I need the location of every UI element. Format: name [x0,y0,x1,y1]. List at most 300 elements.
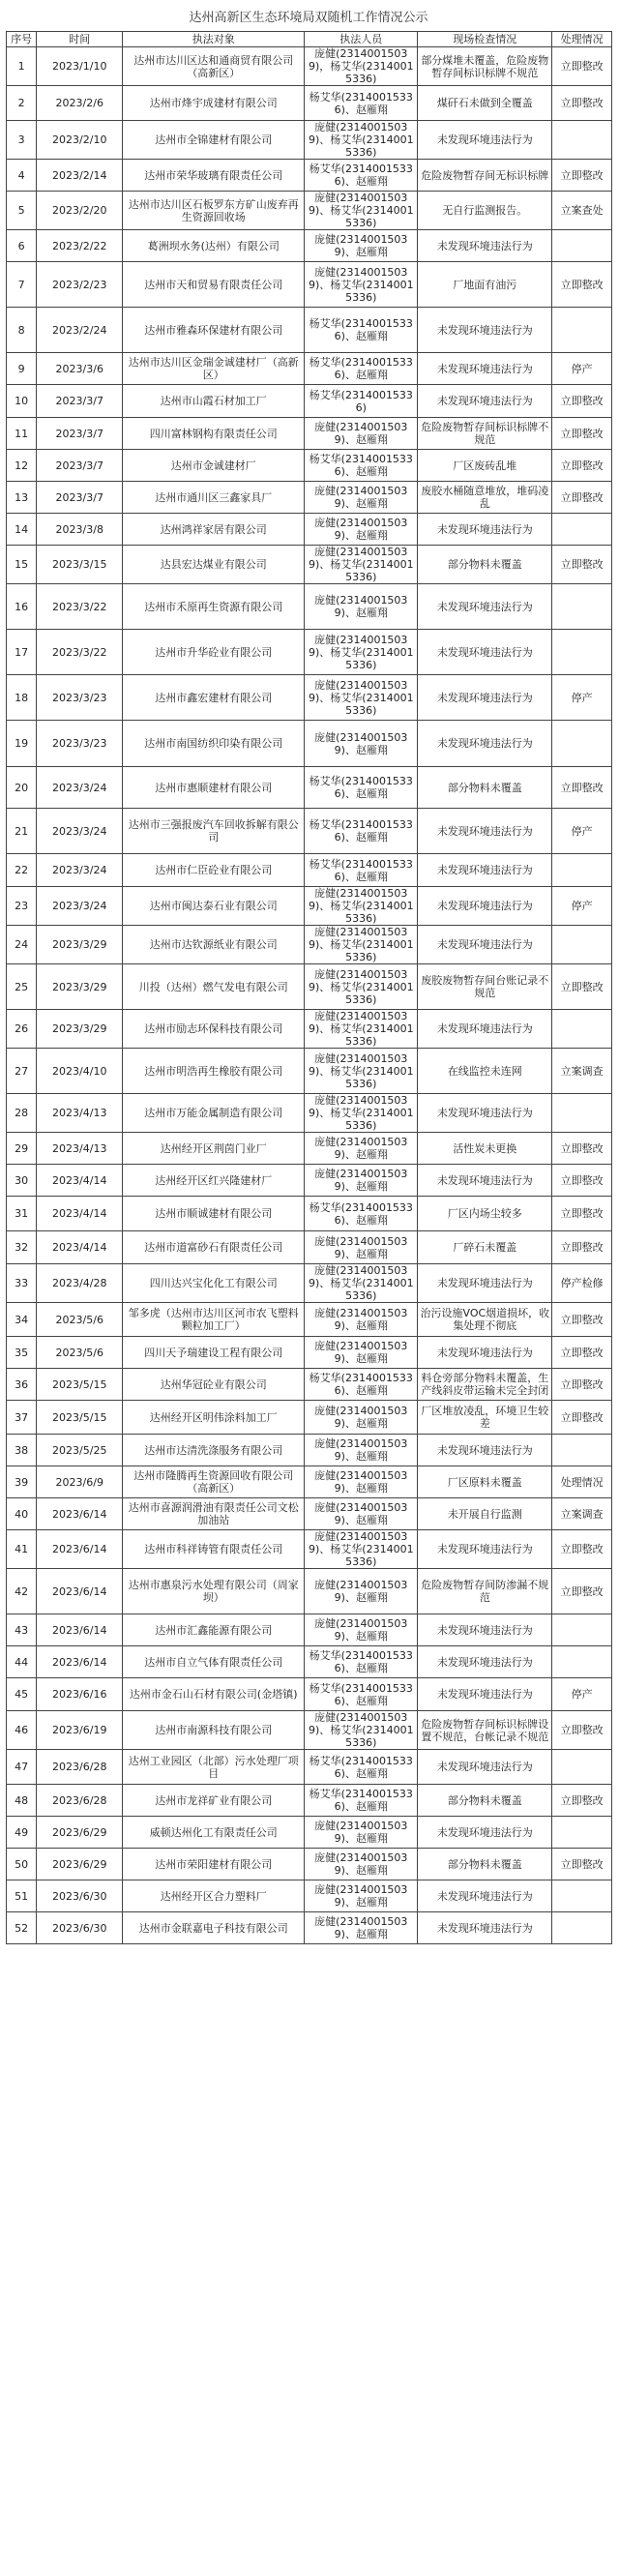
cell-people: 杨艾华(23140015336)、赵雁翔 [305,450,418,482]
cell-index: 36 [7,1369,37,1401]
cell-result [552,854,612,887]
cell-date: 2023/3/8 [37,514,123,546]
table-row [7,482,612,514]
cell-date: 2023/3/29 [37,926,123,964]
cell-people: 庞健(23140015039)、赵雁翔 [305,1165,418,1197]
cell-target: 达州市金诚建材厂 [123,450,305,482]
table-row [7,1401,612,1435]
cell-finding: 未发现环境违法行为 [418,514,552,546]
cell-target: 达州市三强报废汽车回收拆解有限公司 [123,809,305,854]
cell-date: 2023/6/19 [37,1711,123,1750]
cell-target: 邹多虎（达州市达川区河市农飞塑料颗粒加工厂） [123,1303,305,1337]
cell-date: 2023/3/6 [37,353,123,385]
cell-result: 立即整改 [552,418,612,450]
cell-target: 达州市励志环保科技有限公司 [123,1010,305,1049]
cell-target: 达州市鑫宏建材有限公司 [123,675,305,721]
table-row [7,854,612,887]
cell-index: 35 [7,1337,37,1369]
cell-index: 10 [7,385,37,418]
cell-date: 2023/4/13 [37,1133,123,1165]
cell-finding: 未发现环境违法行为 [418,1817,552,1849]
cell-people: 庞健(23140015039)、杨艾华(23140015336) [305,887,418,926]
cell-people: 杨艾华(23140015336)、赵雁翔 [305,86,418,121]
table-row [7,353,612,385]
cell-index: 15 [7,546,37,584]
cell-target: 四川富林钢构有限责任公司 [123,418,305,450]
cell-people: 杨艾华(23140015336) [305,385,418,418]
cell-index: 3 [7,121,37,160]
cell-index: 37 [7,1401,37,1435]
table-row [7,546,612,584]
cell-finding: 未发现环境违法行为 [418,630,552,675]
table-row [7,887,612,926]
table-row [7,630,612,675]
cell-result [552,630,612,675]
cell-date: 2023/4/13 [37,1094,123,1133]
cell-result: 立即整改 [552,1711,612,1750]
cell-date: 2023/1/10 [37,47,123,86]
cell-target: 达州市金石山石材有限公司(金塔镇) [123,1678,305,1711]
table-row [7,1049,612,1094]
cell-finding: 未发现环境违法行为 [418,809,552,854]
cell-finding: 部分物料未覆盖 [418,1785,552,1817]
cell-target: 达州市禾原再生资源有限公司 [123,584,305,630]
cell-people: 庞健(23140015039)、赵雁翔 [305,1614,418,1646]
table-header-row [7,32,612,47]
cell-finding: 危险废物暂存间标识标牌不规范 [418,418,552,450]
cell-index: 30 [7,1165,37,1197]
cell-target: 达州市明浩再生橡胶有限公司 [123,1049,305,1094]
table-row [7,1880,612,1912]
table-row [7,1197,612,1231]
table-row [7,1435,612,1466]
cell-result [552,1817,612,1849]
cell-result: 立即整改 [552,450,612,482]
cell-index: 28 [7,1094,37,1133]
cell-target: 达州市山霞石材加工厂 [123,385,305,418]
table-row [7,262,612,308]
cell-result: 立即整改 [552,1165,612,1197]
cell-index: 11 [7,418,37,450]
cell-result: 立即整改 [552,385,612,418]
cell-people: 庞健(23140015039)、赵雁翔 [305,1435,418,1466]
table-row [7,418,612,450]
cell-date: 2023/6/30 [37,1912,123,1944]
cell-people: 庞健(23140015039)、赵雁翔 [305,1498,418,1530]
cell-index: 39 [7,1466,37,1498]
cell-date: 2023/6/9 [37,1466,123,1498]
cell-index: 42 [7,1569,37,1614]
cell-date: 2023/3/7 [37,450,123,482]
cell-result: 立即整改 [552,1231,612,1264]
cell-people: 庞健(23140015039)、杨艾华(23140015336) [305,926,418,964]
cell-finding: 部分物料未覆盖 [418,1849,552,1880]
cell-result [552,1435,612,1466]
cell-index: 38 [7,1435,37,1466]
table-row [7,1530,612,1569]
cell-people: 杨艾华(23140015336)、赵雁翔 [305,809,418,854]
cell-finding: 未发现环境违法行为 [418,121,552,160]
cell-index: 25 [7,964,37,1010]
cell-finding: 废胶水桶随意堆放，堆码凌乱 [418,482,552,514]
cell-date: 2023/5/6 [37,1303,123,1337]
header-target: 执法对象 [123,32,305,47]
table-row [7,1303,612,1337]
cell-date: 2023/4/14 [37,1197,123,1231]
cell-people: 庞健(23140015039)、赵雁翔 [305,230,418,262]
cell-target: 达州市达清洗涤服务有限公司 [123,1435,305,1466]
table-row [7,1337,612,1369]
cell-date: 2023/3/7 [37,482,123,514]
cell-result [552,1094,612,1133]
table-row [7,308,612,353]
cell-date: 2023/3/24 [37,767,123,809]
cell-people: 庞健(23140015039)、赵雁翔 [305,1569,418,1614]
cell-index: 43 [7,1614,37,1646]
cell-target: 达州市通川区三鑫家具厂 [123,482,305,514]
cell-index: 47 [7,1750,37,1785]
cell-finding: 未发现环境违法行为 [418,721,552,767]
cell-target: 达州市达川区金瑞金诚建材厂（高新区） [123,353,305,385]
cell-finding: 未发现环境违法行为 [418,675,552,721]
cell-date: 2023/3/15 [37,546,123,584]
cell-date: 2023/3/24 [37,887,123,926]
cell-finding: 未发现环境违法行为 [418,385,552,418]
cell-result: 立即整改 [552,1785,612,1817]
cell-result: 停产检修 [552,1264,612,1303]
table-row [7,1711,612,1750]
cell-target: 达州工业园区（北部）污水处理厂项目 [123,1750,305,1785]
cell-date: 2023/3/24 [37,854,123,887]
cell-people: 庞健(23140015039)、赵雁翔 [305,1337,418,1369]
cell-index: 24 [7,926,37,964]
cell-date: 2023/2/6 [37,86,123,121]
cell-target: 达州市喜源润滑油有限责任公司文松加油站 [123,1498,305,1530]
cell-date: 2023/4/14 [37,1165,123,1197]
cell-finding: 厂区堆放凌乱，环境卫生较差 [418,1401,552,1435]
cell-index: 27 [7,1049,37,1094]
table-row [7,1466,612,1498]
cell-target: 达州市雅森环保建材有限公司 [123,308,305,353]
table-row [7,121,612,160]
cell-target: 达州市顺诚建材有限公司 [123,1197,305,1231]
cell-people: 庞健(23140015039)、赵雁翔 [305,1912,418,1944]
cell-target: 四川天予瑞建设工程有限公司 [123,1337,305,1369]
cell-target: 达州市科祥铸管有限责任公司 [123,1530,305,1569]
table-row [7,514,612,546]
cell-date: 2023/6/14 [37,1614,123,1646]
cell-people: 庞健(23140015039)、杨艾华(23140015336) [305,1010,418,1049]
cell-date: 2023/3/7 [37,385,123,418]
cell-result: 立即整改 [552,1337,612,1369]
cell-target: 达州经开区合力塑料厂 [123,1880,305,1912]
cell-date: 2023/6/28 [37,1750,123,1785]
cell-date: 2023/2/10 [37,121,123,160]
cell-result: 停产 [552,353,612,385]
cell-date: 2023/2/23 [37,262,123,308]
cell-date: 2023/6/29 [37,1849,123,1880]
cell-finding: 未发现环境违法行为 [418,584,552,630]
cell-date: 2023/3/22 [37,584,123,630]
cell-date: 2023/3/22 [37,630,123,675]
cell-result: 处理情况 [552,1466,612,1498]
table-row [7,1231,612,1264]
table-row [7,1010,612,1049]
cell-result: 立即整改 [552,1197,612,1231]
cell-finding: 料仓旁部分物料未覆盖，生产线斜皮带运输未完全封闭 [418,1369,552,1401]
cell-finding: 未发现环境违法行为 [418,1614,552,1646]
cell-people: 庞健(23140015039)、赵雁翔 [305,514,418,546]
cell-finding: 未发现环境违法行为 [418,1337,552,1369]
cell-finding: 未发现环境违法行为 [418,887,552,926]
cell-result [552,1646,612,1678]
cell-result: 立即整改 [552,482,612,514]
cell-people: 庞健(23140015039)、杨艾华(23140015336) [305,546,418,584]
cell-date: 2023/3/24 [37,809,123,854]
cell-index: 8 [7,308,37,353]
cell-people: 庞健(23140015039)、赵雁翔 [305,418,418,450]
cell-people: 庞健(23140015039)、赵雁翔 [305,1133,418,1165]
cell-target: 达州经开区明伟涂料加工厂 [123,1401,305,1435]
cell-target: 达州经开区红兴隆建材厂 [123,1165,305,1197]
cell-people: 杨艾华(23140015336)、赵雁翔 [305,1678,418,1711]
cell-people: 庞健(23140015039)、赵雁翔 [305,1231,418,1264]
table-row [7,926,612,964]
cell-finding: 治污设施VOC烟道损坏，收集处理不彻底 [418,1303,552,1337]
cell-result [552,584,612,630]
cell-people: 庞健(23140015039)、赵雁翔 [305,721,418,767]
cell-date: 2023/4/28 [37,1264,123,1303]
cell-finding: 未发现环境违法行为 [418,1880,552,1912]
cell-people: 庞健(23140015039)、赵雁翔 [305,1849,418,1880]
cell-index: 20 [7,767,37,809]
cell-index: 29 [7,1133,37,1165]
cell-people: 庞健(23140015039)、杨艾华(23140015336) [305,1711,418,1750]
table-row [7,160,612,192]
cell-index: 22 [7,854,37,887]
cell-target: 达州市全锦建材有限公司 [123,121,305,160]
cell-date: 2023/5/15 [37,1369,123,1401]
cell-target: 达州市惠顺建材有限公司 [123,767,305,809]
cell-finding: 厂区废砖乱堆 [418,450,552,482]
table-row [7,1614,612,1646]
table-row [7,675,612,721]
cell-target: 达州市天和贸易有限责任公司 [123,262,305,308]
cell-result: 立即整改 [552,1133,612,1165]
cell-target: 达州市道富砂石有限责任公司 [123,1231,305,1264]
table-row [7,86,612,121]
cell-people: 杨艾华(23140015336)、赵雁翔 [305,767,418,809]
table-row [7,1785,612,1817]
cell-index: 31 [7,1197,37,1231]
cell-people: 庞健(23140015039)、杨艾华(23140015336) [305,1049,418,1094]
table-row [7,1094,612,1133]
cell-result [552,514,612,546]
page-title: 达州高新区生态环境局双随机工作情况公示 [189,11,428,25]
cell-index: 23 [7,887,37,926]
cell-finding: 未发现环境违法行为 [418,1750,552,1785]
cell-finding: 危险废物暂存间标识标牌设置不规范，台帐记录不规范 [418,1711,552,1750]
cell-target: 达县宏达煤业有限公司 [123,546,305,584]
cell-finding: 活性炭未更换 [418,1133,552,1165]
cell-date: 2023/6/14 [37,1498,123,1530]
table-row [7,192,612,230]
cell-index: 5 [7,192,37,230]
cell-index: 6 [7,230,37,262]
cell-index: 1 [7,47,37,86]
cell-date: 2023/6/28 [37,1785,123,1817]
cell-target: 达州市达川区达和通商贸有限公司（高新区） [123,47,305,86]
cell-finding: 废胶废物暂存间台账记录不规范 [418,964,552,1010]
table-row [7,1165,612,1197]
cell-result [552,1912,612,1944]
cell-people: 庞健(23140015039)、杨艾华(23140015336) [305,1530,418,1569]
header-index: 序号 [7,32,37,47]
cell-people: 庞健(23140015039)、赵雁翔 [305,1303,418,1337]
cell-finding: 无自行监测报告。 [418,192,552,230]
cell-result: 立即整改 [552,1303,612,1337]
cell-result [552,121,612,160]
cell-result: 停产 [552,1678,612,1711]
cell-index: 48 [7,1785,37,1817]
cell-result [552,721,612,767]
cell-finding: 部分物料未覆盖 [418,767,552,809]
cell-people: 庞健(23140015039)、杨艾华(23140015336) [305,121,418,160]
cell-date: 2023/5/6 [37,1337,123,1369]
cell-finding: 未发现环境违法行为 [418,854,552,887]
cell-finding: 未发现环境违法行为 [418,1530,552,1569]
cell-people: 杨艾华(23140015336)、赵雁翔 [305,1646,418,1678]
cell-target: 达州市达钦源纸业有限公司 [123,926,305,964]
inspection-table [6,31,612,1944]
cell-index: 2 [7,86,37,121]
cell-index: 21 [7,809,37,854]
cell-result: 立案查处 [552,192,612,230]
cell-result [552,308,612,353]
cell-result: 立即整改 [552,47,612,86]
cell-result [552,230,612,262]
cell-people: 庞健(23140015039)、赵雁翔 [305,1817,418,1849]
cell-finding: 厂地面有油污 [418,262,552,308]
cell-date: 2023/2/20 [37,192,123,230]
cell-index: 7 [7,262,37,308]
cell-people: 庞健(23140015039)、赵雁翔 [305,1466,418,1498]
cell-result: 立即整改 [552,1569,612,1614]
cell-target: 达州市南源科技有限公司 [123,1711,305,1750]
cell-date: 2023/6/30 [37,1880,123,1912]
table-row [7,809,612,854]
cell-target: 达州市万能金属制造有限公司 [123,1094,305,1133]
cell-result: 立即整改 [552,767,612,809]
cell-result: 立即整改 [552,1369,612,1401]
cell-date: 2023/6/14 [37,1530,123,1569]
table-row [7,1369,612,1401]
table-row [7,1678,612,1711]
cell-target: 达州市龙祥矿业有限公司 [123,1785,305,1817]
cell-finding: 危险废物暂存间防渗漏不规范 [418,1569,552,1614]
table-row [7,230,612,262]
cell-result [552,1880,612,1912]
cell-index: 13 [7,482,37,514]
cell-result [552,1010,612,1049]
cell-finding: 厂区原料未覆盖 [418,1466,552,1498]
cell-index: 50 [7,1849,37,1880]
cell-finding: 未发现环境违法行为 [418,1435,552,1466]
cell-result: 立即整改 [552,1401,612,1435]
cell-people: 杨艾华(23140015336)、赵雁翔 [305,1369,418,1401]
cell-target: 达州市隆腾再生资源回收有限公司（高新区） [123,1466,305,1498]
cell-people: 庞健(23140015039)、杨艾华(23140015336) [305,1264,418,1303]
cell-result: 停产 [552,675,612,721]
cell-target: 达州市烽宇成建材有限公司 [123,86,305,121]
cell-date: 2023/3/29 [37,964,123,1010]
cell-index: 9 [7,353,37,385]
table-row [7,1912,612,1944]
cell-result: 停产 [552,887,612,926]
cell-finding: 未发现环境违法行为 [418,353,552,385]
cell-people: 杨艾华(23140015336)、赵雁翔 [305,353,418,385]
cell-finding: 未发现环境违法行为 [418,1912,552,1944]
cell-people: 杨艾华(23140015336)、赵雁翔 [305,854,418,887]
cell-target: 达州市荣华玻璃有限责任公司 [123,160,305,192]
cell-finding: 未开展自行监测 [418,1498,552,1530]
cell-target: 四川达兴宝化化工有限公司 [123,1264,305,1303]
cell-target: 达州市荣阳建材有限公司 [123,1849,305,1880]
cell-index: 17 [7,630,37,675]
cell-date: 2023/3/23 [37,675,123,721]
table-row [7,721,612,767]
table-row [7,1646,612,1678]
table-row [7,964,612,1010]
cell-date: 2023/3/29 [37,1010,123,1049]
header-date: 时间 [37,32,123,47]
cell-finding: 部分煤堆未覆盖，危险废物暂存间标识标牌不规范 [418,47,552,86]
cell-result [552,1750,612,1785]
cell-date: 2023/6/14 [37,1646,123,1678]
cell-target: 达州市自立气体有限责任公司 [123,1646,305,1678]
cell-finding: 未发现环境违法行为 [418,1165,552,1197]
cell-result: 立即整改 [552,1849,612,1880]
cell-people: 庞健(23140015039)、杨艾华(23140015336) [305,262,418,308]
cell-finding: 未发现环境违法行为 [418,308,552,353]
cell-people: 杨艾华(23140015336)、赵雁翔 [305,1750,418,1785]
cell-people: 庞健(23140015039)、赵雁翔 [305,482,418,514]
cell-date: 2023/4/14 [37,1231,123,1264]
cell-date: 2023/2/22 [37,230,123,262]
cell-target: 达州市金联嘉电子科技有限公司 [123,1912,305,1944]
cell-result [552,926,612,964]
cell-target: 达州经开区荆茵门业厂 [123,1133,305,1165]
cell-index: 32 [7,1231,37,1264]
cell-result: 立即整改 [552,546,612,584]
cell-index: 18 [7,675,37,721]
cell-result: 立案调查 [552,1049,612,1094]
cell-finding: 危险废物暂存间无标识标牌 [418,160,552,192]
cell-result: 立即整改 [552,262,612,308]
cell-target: 达州市达川区石板罗东方矿山废弃再生资源回收场 [123,192,305,230]
cell-date: 2023/6/14 [37,1569,123,1614]
cell-result: 立即整改 [552,1530,612,1569]
cell-target: 达州鸿祥家居有限公司 [123,514,305,546]
cell-date: 2023/3/7 [37,418,123,450]
cell-finding: 未发现环境违法行为 [418,926,552,964]
table-row [7,1264,612,1303]
cell-date: 2023/5/25 [37,1435,123,1466]
cell-date: 2023/2/14 [37,160,123,192]
cell-index: 34 [7,1303,37,1337]
cell-finding: 未发现环境违法行为 [418,1646,552,1678]
header-people: 执法人员 [305,32,418,47]
